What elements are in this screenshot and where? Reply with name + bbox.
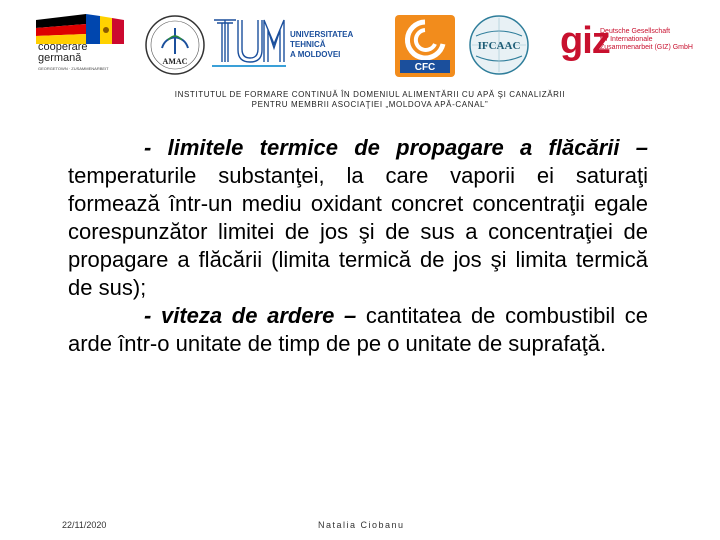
utm-mark-icon xyxy=(212,16,288,70)
slide-body xyxy=(68,134,648,358)
institute-line-2: PENTRU MEMBRII ASOCIAŢIEI „MOLDOVA APĂ-CANAL” xyxy=(251,100,489,109)
institute-header xyxy=(140,90,600,110)
paragraph-flame-limits xyxy=(68,134,648,302)
cfc-emblem-icon xyxy=(394,14,456,78)
amac-logo xyxy=(144,14,206,76)
amac-label: AMAC xyxy=(162,57,188,66)
cooperare-small-label: GEORGETOWN · ZUSAMMENARBEIT xyxy=(38,66,109,71)
definition-burn-rate: cantitatea de combustibil ce arde într-o unitate de timp de pe o unitate de suprafaţă. xyxy=(68,303,648,356)
ifcaac-emblem-icon xyxy=(468,14,530,76)
cfc-label: CFC xyxy=(414,62,436,73)
giz-wordmark: giz xyxy=(560,20,610,62)
cooperare-germana-logo xyxy=(36,14,128,76)
giz-description: Deutsche Gesellschaft für Internationale Zusammenarbeit (GIZ) GmbH xyxy=(600,28,693,51)
utm-name-label: UNIVERSITATEA TEHNICĂ A MOLDOVEI xyxy=(290,30,353,59)
institute-line-1: INSTITUTUL DE FORMARE CONTINUĂ ÎN DOMENIUL ALIMENTĂRII CU APĂ ŞI CANALIZĂRII xyxy=(174,90,566,99)
cfc-logo xyxy=(394,14,456,78)
ifcaac-label: IFCAAC xyxy=(477,40,521,52)
logo-bar xyxy=(0,0,720,90)
amac-emblem-icon xyxy=(144,14,206,76)
term-flame-limits: - limitele termice de propagare a flăcării – xyxy=(144,135,648,160)
term-burn-rate: - viteza de ardere – xyxy=(144,303,357,328)
cooperare-label: cooperare germană xyxy=(38,41,88,64)
definition-flame-limits: temperaturile substanţei, la care vaporii ei saturaţi formează într-un mediu oxidant concret concentraţii egale corespunzător limitei de jos şi de sus a concentraţiei de propagare a flăcării (limita termică de jos şi limita termică de sus); xyxy=(68,163,648,300)
footer-date: 22/11/2020 xyxy=(62,520,107,530)
flags-icon xyxy=(36,14,126,44)
ifcaac-logo xyxy=(468,14,530,76)
utm-logo xyxy=(212,16,372,70)
giz-logo xyxy=(560,20,710,64)
paragraph-burn-rate xyxy=(68,302,648,358)
footer-author: Natalia Ciobanu xyxy=(318,520,405,530)
